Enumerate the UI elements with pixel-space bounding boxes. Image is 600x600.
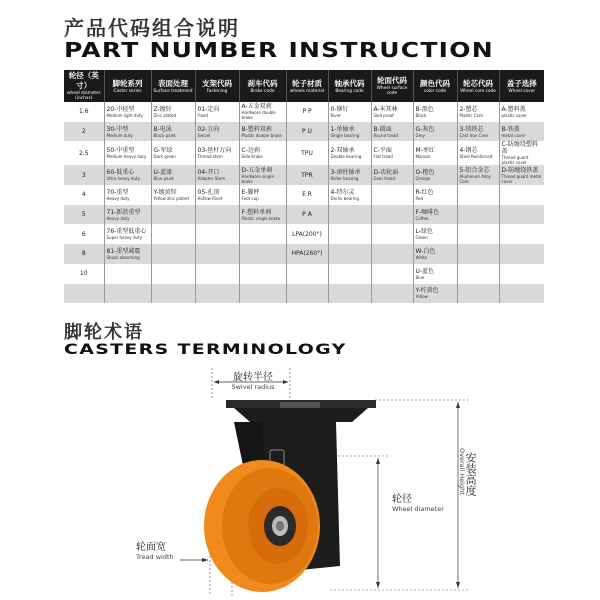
cell-text-en: Adapter Stem <box>197 176 226 182</box>
table-cell <box>104 205 151 225</box>
table-cell <box>64 165 104 185</box>
cell-text-cn: 30-中型 <box>106 125 129 133</box>
cell-text-cn: 71-新款重型 <box>106 208 141 216</box>
page-title-en: PART NUMBER INSTRUCTION <box>64 38 494 62</box>
column-header <box>499 70 544 102</box>
column-header-cn: 刹车代码 <box>247 78 278 88</box>
table-cell <box>104 141 151 165</box>
table-cell <box>151 264 195 284</box>
table-cell <box>151 284 195 304</box>
cell-text-en: Plastic single brake <box>241 215 281 221</box>
table-cell <box>328 122 371 142</box>
table-cell <box>239 224 286 244</box>
table-cell <box>151 165 195 185</box>
table-cell <box>371 141 413 165</box>
cell-text-en: Medium light duty <box>106 112 143 118</box>
cell-text-cn: W-白色 <box>415 247 436 255</box>
cell-text-cn: P A <box>302 211 312 219</box>
table-cell <box>151 122 195 142</box>
cell-text-en: Thread guard metal cover <box>501 173 542 184</box>
cell-text-en: Hardware single brake <box>241 173 274 184</box>
cell-text-cn: 10 <box>79 270 88 278</box>
table-cell <box>64 185 104 205</box>
cell-text-en: Black paint <box>153 132 176 138</box>
cell-text-en: Gear tread <box>373 176 396 182</box>
table-cell <box>413 224 457 244</box>
cell-text-cn: 76-重型低重心 <box>106 228 147 236</box>
cell-text-cn: D-五金单刹 <box>241 166 273 174</box>
table-cell <box>104 264 151 284</box>
cell-text-en: Coffee <box>415 215 429 221</box>
table-cell <box>371 284 413 304</box>
column-header <box>457 70 499 102</box>
cell-text-cn: 6 <box>81 230 86 238</box>
cell-text-cn: R-红色 <box>415 188 434 196</box>
cell-text-cn: Y-柠黄色 <box>415 287 439 295</box>
wheel-diameter-label: 轮径 Wheel diameter <box>392 494 444 513</box>
cell-text-en: Side brake <box>241 154 263 160</box>
table-cell <box>286 141 328 165</box>
swivel-head <box>234 408 368 422</box>
table-cell <box>239 264 286 284</box>
table-row <box>64 122 544 142</box>
cell-text-en: plastic cover <box>501 112 527 118</box>
column-header-cn: 脚轮系列 <box>112 78 143 88</box>
table-cell <box>328 244 371 264</box>
table-cell <box>499 141 544 165</box>
cell-text-cn: P U <box>302 128 312 136</box>
cell-text-cn: 5 <box>81 211 86 219</box>
cell-text-cn: M-枣红 <box>415 147 435 155</box>
table-cell <box>239 102 286 122</box>
cell-text-en: White <box>415 254 428 260</box>
cell-text-cn: B-黑色 <box>415 105 434 113</box>
cell-text-cn: B-圆面 <box>373 125 392 133</box>
cell-text-cn: 5-铝合金芯 <box>459 166 490 174</box>
table-cell <box>499 205 544 225</box>
tread-width-label: 轮面宽 Tread width <box>136 542 174 561</box>
column-header-cn: 轮径（英寸） <box>68 71 99 90</box>
table-cell <box>499 244 544 264</box>
table-cell <box>195 244 239 264</box>
table-cell <box>64 122 104 142</box>
column-header-en: Brake code <box>250 88 275 94</box>
cell-text-en: Foot cup <box>241 195 259 201</box>
table-cell <box>371 244 413 264</box>
column-header-cn: 颜色代码 <box>420 78 450 88</box>
table-cell <box>64 264 104 284</box>
table-cell <box>286 244 328 264</box>
cell-text-en: Steel Reinforced <box>459 154 493 160</box>
diameter-arrow-bottom <box>376 582 380 588</box>
table-cell <box>413 244 457 264</box>
cell-text-cn: 2 <box>81 128 86 136</box>
table-row <box>64 224 544 244</box>
table-cell <box>413 141 457 165</box>
table-cell <box>457 244 499 264</box>
cell-text-cn: TPU <box>301 149 313 157</box>
table-cell <box>286 102 328 122</box>
table-cell <box>104 284 151 304</box>
column-header-cn: 轮子材质 <box>292 78 322 88</box>
cell-text-cn: A-五金双刹 <box>241 103 272 111</box>
table-cell <box>104 224 151 244</box>
table-cell <box>239 284 286 304</box>
table-cell <box>239 122 286 142</box>
table-cell <box>457 264 499 284</box>
cell-text-en: Heavy duty <box>106 215 130 221</box>
cell-text-en: Shock absorbing <box>106 254 140 260</box>
overall-height-label: 安装高度 Overall Height <box>458 448 477 496</box>
height-arrow-bottom <box>456 582 460 588</box>
table-cell <box>499 165 544 185</box>
column-header-en: Fastening <box>206 88 228 94</box>
table-cell <box>371 264 413 284</box>
table-cell <box>413 205 457 225</box>
cell-text-cn: 04-开口 <box>197 169 220 177</box>
table-cell <box>64 102 104 122</box>
table-cell <box>328 264 371 284</box>
table-cell <box>457 284 499 304</box>
caster-illustration <box>0 360 600 600</box>
cell-text-en: Swivel <box>197 132 211 138</box>
cell-text-en: Yellow zinc plated <box>153 195 189 201</box>
column-header <box>104 70 151 102</box>
table-cell <box>286 165 328 185</box>
cell-text-cn: G-军绿 <box>153 147 173 155</box>
table-cell <box>239 185 286 205</box>
column-header <box>151 70 195 102</box>
cell-text-cn: 50-中重型 <box>106 147 135 155</box>
table-cell <box>104 165 151 185</box>
cell-text-cn: D-防缠绕铁盖 <box>501 166 539 174</box>
cell-text-cn: TPR <box>301 171 313 179</box>
cell-text-cn: 2-塑芯 <box>459 105 478 113</box>
cell-text-cn: 4-特尔灵 <box>330 188 355 196</box>
table-cell <box>64 205 104 225</box>
cell-text-en: Plastic Core <box>459 112 483 118</box>
cell-text-cn: 1.6 <box>78 108 89 116</box>
table-cell <box>195 165 239 185</box>
table-cell <box>371 185 413 205</box>
cell-text-en: Derlin bearing <box>330 195 359 201</box>
cell-text-cn: A-塑料盖 <box>501 105 526 113</box>
table-cell <box>457 122 499 142</box>
table-cell <box>457 185 499 205</box>
cell-text-cn: 81-重型减震 <box>106 247 141 255</box>
column-header <box>195 70 239 102</box>
cell-text-cn: 4 <box>81 191 86 199</box>
table-cell <box>195 122 239 142</box>
cell-text-cn: 0-铆钉 <box>330 105 349 113</box>
axle-nut <box>276 521 284 531</box>
plate-rivet <box>280 402 320 408</box>
part-number-table <box>64 70 544 303</box>
table-cell <box>151 244 195 264</box>
cell-text-cn: 8 <box>81 250 86 258</box>
table-cell <box>499 264 544 284</box>
table-row <box>64 264 544 284</box>
table-row <box>64 185 544 205</box>
table-cell <box>104 122 151 142</box>
cell-text-en: Medium heavy duty <box>106 154 147 160</box>
cell-text-cn: 03-丝杆万向 <box>197 147 232 155</box>
cell-text-en: Yellow <box>415 294 428 300</box>
cell-text-en: Red <box>415 195 424 201</box>
cell-text-cn: B-铁盖 <box>501 125 520 133</box>
cell-text-cn: A-米其林 <box>373 105 398 113</box>
column-header-en: Wheel core code <box>460 88 496 94</box>
table-cell <box>64 224 104 244</box>
cell-text-en: Fixed <box>197 112 208 118</box>
column-header-cn: 轮芯代码 <box>463 78 493 88</box>
table-cell <box>499 185 544 205</box>
cell-text-en: Green <box>415 235 428 241</box>
cell-text-cn: E-脚杯 <box>241 188 260 196</box>
cell-text-en: Hardware double brake <box>241 110 276 121</box>
cell-text-cn: F-咖啡色 <box>415 208 440 216</box>
table-cell <box>286 185 328 205</box>
table-cell <box>151 224 195 244</box>
column-header <box>328 70 371 102</box>
table-cell <box>195 141 239 165</box>
cell-text-en: Orange <box>415 176 431 182</box>
table-cell <box>371 205 413 225</box>
cell-text-cn: C-边刹 <box>241 147 260 155</box>
cell-text-en: Single bearing <box>330 132 360 138</box>
terminology-title-en: CASTERS TERMINOLOGY <box>64 342 347 358</box>
cell-text-cn: 2.5 <box>78 149 89 157</box>
table-cell <box>371 165 413 185</box>
cell-text-en: Dark green <box>153 154 176 160</box>
table-cell <box>195 264 239 284</box>
table-cell <box>151 185 195 205</box>
cell-text-cn: 3-铸铁芯 <box>459 125 484 133</box>
swivel-radius-label: 旋转半径 Swivel radius <box>231 372 275 391</box>
table-row <box>64 244 544 264</box>
cell-text-cn: 2-双轴承 <box>330 147 355 155</box>
column-header-cn: 轴承代码 <box>334 78 365 88</box>
cell-text-en: Plastic double brake <box>241 132 282 138</box>
cell-text-cn: O-橙色 <box>415 169 435 177</box>
table-cell <box>457 205 499 225</box>
table-cell <box>104 185 151 205</box>
cell-text-en: Skid proof <box>373 112 394 118</box>
cell-text-cn: B-塑料双刹 <box>241 125 272 133</box>
cell-text-cn: 3 <box>81 171 86 179</box>
table-cell <box>457 141 499 165</box>
table-cell <box>195 185 239 205</box>
table-row <box>64 165 544 185</box>
table-cell <box>499 284 544 304</box>
column-header <box>286 70 328 102</box>
cell-text-en: Grey <box>415 132 425 138</box>
column-header-cn: 表面处理 <box>158 78 188 88</box>
table-cell <box>239 165 286 185</box>
column-header <box>64 70 104 102</box>
cell-text-en: Ultra heavy duty <box>106 176 140 182</box>
cell-text-cn: 05-孔顶 <box>197 188 220 196</box>
cell-text-en: Black <box>415 112 427 118</box>
table-cell <box>195 224 239 244</box>
column-header-en: Surface treatment <box>153 88 193 94</box>
cell-text-en: Heavy duty <box>106 195 130 201</box>
cell-text-en: Hollow Rivet <box>197 195 223 201</box>
table-cell <box>328 224 371 244</box>
table-cell <box>286 205 328 225</box>
column-header-en: Caster series <box>113 88 142 94</box>
cell-text-en: Medium duty <box>106 132 133 138</box>
table-cell <box>328 284 371 304</box>
cell-text-en: Blue paint <box>153 176 174 182</box>
table-cell <box>328 165 371 185</box>
table-row <box>64 284 544 304</box>
column-header-cn: 轮面代码 <box>377 76 407 85</box>
table-cell <box>371 122 413 142</box>
cell-text-en: Round tread <box>373 132 399 138</box>
cell-text-cn: 01-定向 <box>197 105 220 113</box>
table-cell <box>328 205 371 225</box>
column-header <box>371 70 413 102</box>
cell-text-cn: L-绿色 <box>415 228 433 236</box>
cell-text-cn: Y-镀黄锌 <box>153 188 177 196</box>
height-arrow-top <box>456 402 460 408</box>
table-cell <box>104 102 151 122</box>
table-cell <box>64 284 104 304</box>
table-cell <box>239 244 286 264</box>
cell-text-cn: U-蓝色 <box>415 267 435 275</box>
table-cell <box>151 141 195 165</box>
table-row <box>64 141 544 165</box>
cell-text-en: Thread stem <box>197 154 223 160</box>
cell-text-cn: E R <box>302 191 312 199</box>
table-cell <box>499 102 544 122</box>
table-cell <box>413 165 457 185</box>
column-header <box>413 70 457 102</box>
table-cell <box>286 224 328 244</box>
column-header <box>239 70 286 102</box>
column-header-en: Bearing code <box>335 88 364 94</box>
table-cell <box>413 185 457 205</box>
cell-text-en: metal cover <box>501 132 526 138</box>
cell-text-en: Blue <box>415 274 425 280</box>
column-header-cn: 盖子选择 <box>506 78 537 88</box>
table-cell <box>457 165 499 185</box>
table-cell <box>457 102 499 122</box>
table-cell <box>413 264 457 284</box>
column-header-en: color code <box>423 88 447 94</box>
table-cell <box>371 224 413 244</box>
cell-text-cn: C-防缠绕塑料盖 <box>501 141 538 156</box>
column-header-en: wheels material <box>289 88 325 94</box>
column-header-en: Wheel surface code <box>376 86 408 96</box>
table-cell <box>151 102 195 122</box>
table-cell <box>195 102 239 122</box>
cell-text-cn: B-电泳 <box>153 125 172 133</box>
cell-text-cn: U-蓝漆 <box>153 169 173 177</box>
cell-text-en: Cast Iron Core <box>459 132 488 138</box>
cell-text-cn: D-齿轮面 <box>373 169 399 177</box>
cell-text-en: Double bearing <box>330 154 362 160</box>
page-title-cn: 产品代码组合说明 <box>64 16 240 40</box>
cell-text-cn: Z-镀锌 <box>153 105 172 113</box>
table-cell <box>328 102 371 122</box>
cell-text-en: Roller bearing <box>330 176 359 182</box>
table-row <box>64 102 544 122</box>
caster-diagram <box>0 360 600 600</box>
terminology-title-cn: 脚轮术语 <box>64 322 144 343</box>
table-cell <box>413 284 457 304</box>
cell-text-cn: G-灰色 <box>415 125 435 133</box>
cell-text-cn: 3-滚柱轴承 <box>330 169 361 177</box>
table-cell <box>328 185 371 205</box>
cell-text-en: Maroon <box>415 154 431 160</box>
cell-text-en: Thread guard plastic cover <box>501 155 529 166</box>
table-cell <box>64 244 104 264</box>
table-cell <box>499 224 544 244</box>
table-cell <box>413 102 457 122</box>
cell-text-en: Super heavy duty <box>106 235 142 241</box>
cell-text-cn: 02-万向 <box>197 125 220 133</box>
table-cell <box>457 224 499 244</box>
cell-text-cn: C-平面 <box>373 147 392 155</box>
cell-text-cn: 1-单轴承 <box>330 125 355 133</box>
cell-text-cn: 60-低重心 <box>106 169 135 177</box>
table-cell <box>328 141 371 165</box>
table-cell <box>286 264 328 284</box>
tread-arrow-head <box>202 558 208 562</box>
cell-text-cn: P P <box>302 108 312 116</box>
column-header-en: wheel diameter (inches) <box>66 91 101 101</box>
diameter-arrow-top <box>376 458 380 464</box>
table-cell <box>195 284 239 304</box>
table-cell <box>239 205 286 225</box>
column-header-en: Wheel cover <box>508 88 536 94</box>
table-cell <box>286 284 328 304</box>
cell-text-cn: 20-中轻型 <box>106 105 135 113</box>
column-header-cn: 支架代码 <box>202 78 232 88</box>
table-cell <box>64 141 104 165</box>
cell-text-cn: 70-重型 <box>106 188 129 196</box>
table-cell <box>499 122 544 142</box>
cell-text-en: Flat tread <box>373 154 393 160</box>
cell-text-cn: F-塑料单刹 <box>241 208 272 216</box>
table-cell <box>195 205 239 225</box>
cell-text-cn: LPA(200°) <box>292 230 322 238</box>
table-cell <box>413 122 457 142</box>
cell-text-en: Aluminum Alloy Core <box>459 173 491 184</box>
table-cell <box>239 141 286 165</box>
cell-text-en: Rivet <box>330 112 341 118</box>
table-cell <box>371 102 413 122</box>
cell-text-en: Zinc plated <box>153 112 177 118</box>
table-cell <box>286 122 328 142</box>
cell-text-cn: 4-钢芯 <box>459 147 478 155</box>
cell-text-cn: HPA(260°) <box>291 250 323 258</box>
table-cell <box>151 205 195 225</box>
table-row <box>64 205 544 225</box>
table-cell <box>104 244 151 264</box>
